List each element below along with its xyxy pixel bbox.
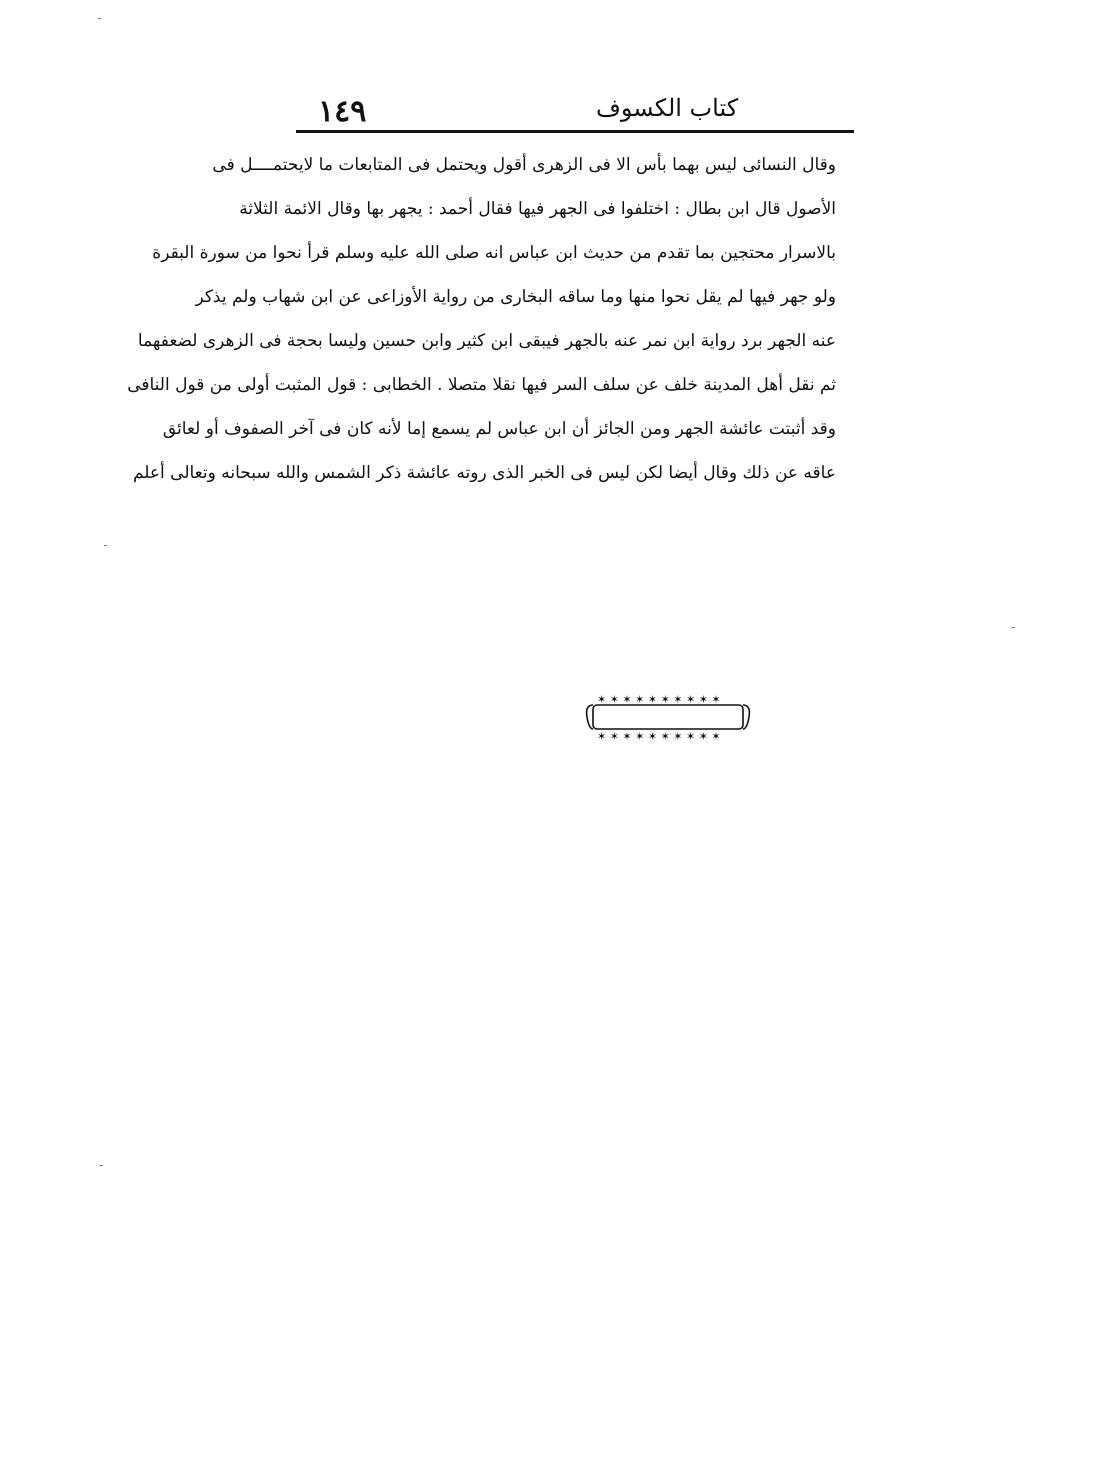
text-line: ولو جهر فيها لم يقل نحوا منها وما ساقه البخارى من رواية الأوزاعى عن ابن شهاب ولم يذكر — [195, 287, 836, 307]
scan-speck — [98, 18, 101, 19]
running-title: كتاب الكسوف — [596, 94, 739, 122]
scan-speck — [100, 1165, 103, 1166]
text-line: وقال النسائى ليس بهما بأس الا فى الزهرى أقول ويحتمل فى المتابعات ما لايحتمــــل فى — [212, 155, 836, 175]
svg-text:✶ ✶ ✶ ✶ ✶ ✶ ✶ ✶ ✶ ✶: ✶ ✶ ✶ ✶ ✶ ✶ ✶ ✶ ✶ ✶ — [597, 693, 721, 706]
text-line: عاقه عن ذلك وقال أيضا لكن ليس فى الخبر الذى روته عائشة ذكر الشمس والله سبحانه وتعالى أعلم — [132, 463, 836, 483]
text-line: ثم نقل أهل المدينة خلف عن سلف السر فيها نقلا متصلا . الخطابى : قول المثبت أولى من قول النافى — [127, 375, 836, 395]
header-rule — [296, 130, 854, 133]
page-number: ١٤٩ — [318, 94, 367, 129]
text-line: بالاسرار محتجين بما تقدم من حديث ابن عباس انه صلى الله عليه وسلم قرأ نحوا من سورة البقرة — [152, 243, 836, 263]
scan-speck — [1012, 627, 1015, 628]
text-line: الأصول قال ابن بطال : اختلفوا فى الجهر فيها فقال أحمد : يجهر بها وقال الائمة الثلاثة — [239, 199, 836, 219]
text-line: عنه الجهر برد رواية ابن نمر عنه بالجهر فيبقى ابن كثير وابن حسين وليسا بحجة فى الزهرى لضعفهما — [137, 331, 836, 351]
text-line: وقد أثبتت عائشة الجهر ومن الجائز أن ابن عباس لم يسمع إما لأنه كان فى آخر الصفوف أو لعائق — [162, 419, 836, 439]
scan-speck — [104, 545, 107, 546]
body-text — [127, 143, 836, 495]
page-header — [296, 88, 854, 130]
svg-text:✶ ✶ ✶ ✶ ✶ ✶ ✶ ✶ ✶ ✶: ✶ ✶ ✶ ✶ ✶ ✶ ✶ ✶ ✶ ✶ — [597, 730, 721, 743]
star-border-ornament-icon — [583, 693, 753, 741]
